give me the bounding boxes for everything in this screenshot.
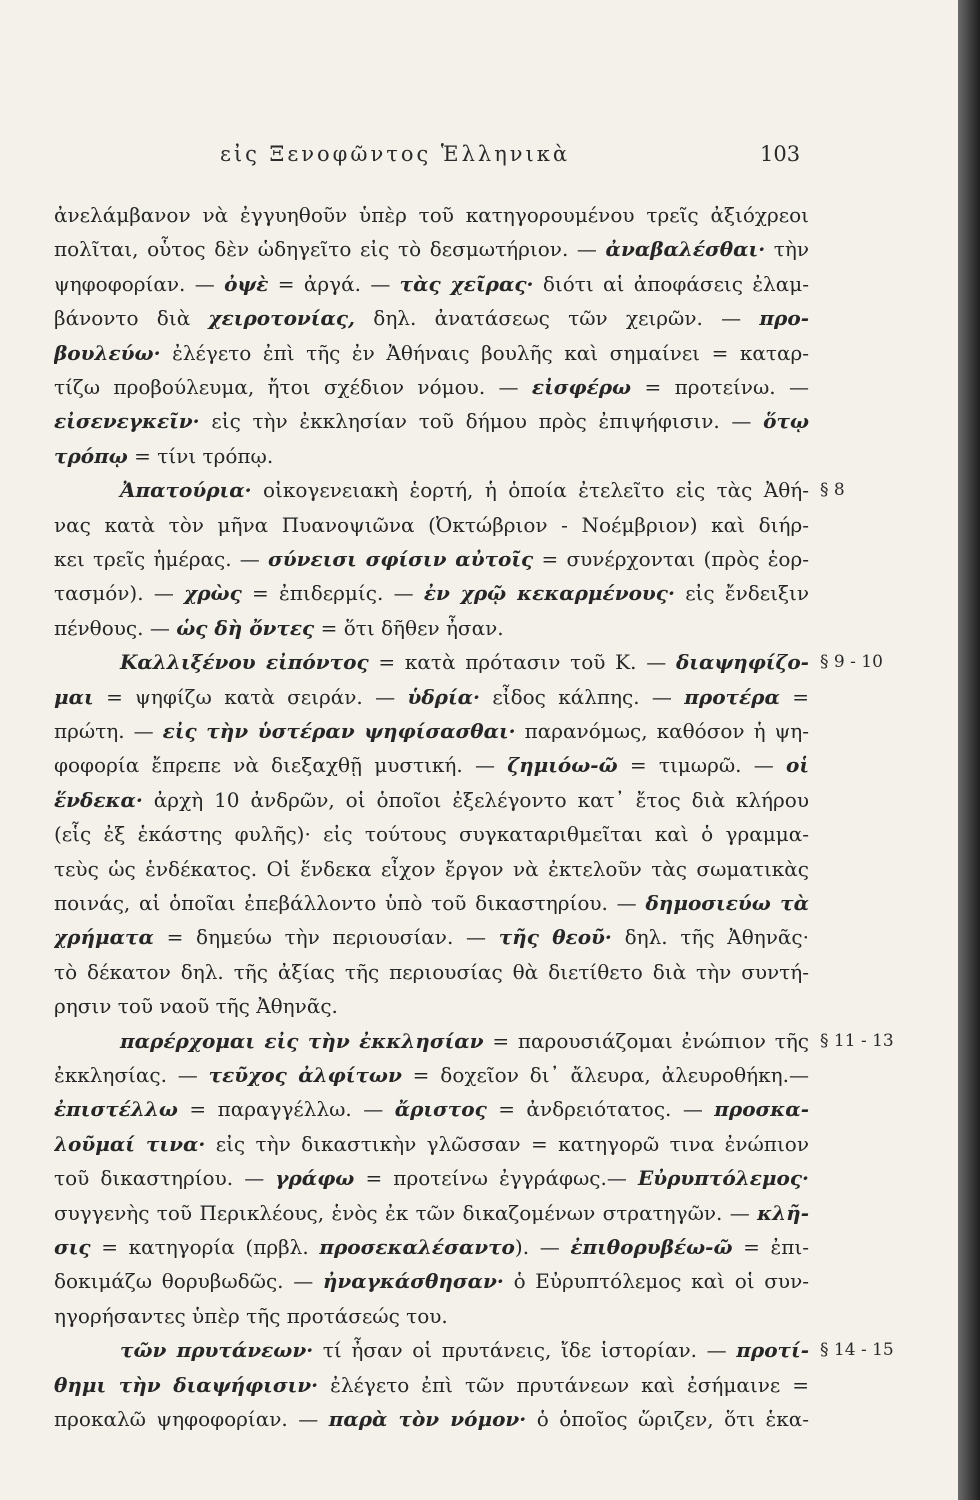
text-line	[54, 1402, 809, 1436]
lemma-term: τῆς θεοῦ·	[498, 925, 612, 950]
section-margin-note: § 14 - 15	[820, 1340, 894, 1361]
lemma-term: μαι	[54, 684, 94, 709]
lemma-term: ἀναβαλέσθαι·	[605, 237, 766, 262]
text-line	[54, 989, 809, 1023]
text-line	[54, 783, 809, 817]
lemma-term: ὀψὲ	[224, 271, 269, 296]
text-segment: (εἷς ἐξ ἑκάστης φυλῆς)· εἰς τούτους συγκαταριθμεῖται καὶ ὁ γραμμα-	[54, 822, 809, 847]
lemma-term: γράφω	[275, 1166, 355, 1191]
text-line	[54, 301, 809, 335]
text-segment: φοφορία ἔπρεπε νὰ διεξαχθῇ μυστική. —	[54, 753, 508, 778]
lemma-term: κλῆ-	[757, 1200, 809, 1225]
lemma-term: οἱ	[785, 753, 809, 778]
text-segment: ἀνελάμβανον νὰ ἐγγυηθοῦν ὑπὲρ τοῦ κατηγορουμένου τρεῖς ἀξιόχρεοι	[54, 203, 809, 227]
text-line	[54, 852, 809, 886]
lemma-term: ὑδρία·	[407, 684, 481, 709]
text-segment: οἰκογενειακὴ ἑορτή, ἡ ὁποία ἐτελεῖτο εἰς τὰς Ἀθή-	[251, 478, 809, 503]
text-segment: δηλ. ἀνατάσεως τῶν χειρῶν. —	[355, 306, 760, 331]
lemma-term: ὡς δὴ ὄντες	[176, 615, 315, 640]
text-segment: = δοχεῖον δι᾿ ἄλευρα, ἀλευροθήκη.—	[401, 1063, 809, 1087]
lemma-term: τρόπῳ	[54, 443, 128, 468]
text-line	[54, 920, 809, 954]
lemma-term: τῶν πρυτάνεων·	[120, 1338, 314, 1363]
lemma-term: προτί-	[736, 1338, 809, 1363]
text-line	[54, 680, 809, 714]
page-header	[0, 142, 958, 172]
lemma-term: προ-	[759, 306, 809, 331]
text-line	[54, 1024, 809, 1058]
lemma-term: τὰς χεῖρας·	[399, 271, 534, 296]
lemma-term: Εὐρυπτόλεμος·	[637, 1166, 809, 1191]
text-segment: εἰς τὴν δικαστικὴν γλῶσσαν = κατηγορῶ τινα ἐνώπιον	[205, 1131, 809, 1156]
lemma-term: ἐπιστέλλω	[54, 1097, 178, 1122]
text-line	[54, 1092, 809, 1126]
text-segment: =	[779, 684, 809, 709]
lemma-term: βουλεύω·	[54, 340, 161, 365]
text-line	[54, 542, 809, 576]
text-segment: δηλ. τῆς Ἀθηνᾶς·	[611, 925, 809, 950]
lemma-term: ζημιόω-ῶ	[507, 753, 618, 778]
text-line	[54, 232, 809, 266]
text-segment: προκαλῶ ψηφοφορίαν. —	[54, 1407, 329, 1431]
text-line	[54, 1368, 809, 1402]
lemma-term: Ἀπατούρια·	[120, 478, 252, 503]
lemma-term: Καλλιξένου εἰπόντος	[120, 650, 369, 675]
text-segment: πολῖται, οὗτος δὲν ὡδηγεῖτο εἰς τὸ δεσμωτήριον. —	[54, 237, 606, 262]
text-segment: ἐλέγετο ἐπὶ τῆς ἐν Ἀθήναις βουλῆς καὶ σημαίνει = καταρ-	[160, 340, 809, 365]
lemma-term: ὅτῳ	[763, 409, 809, 434]
text-line	[54, 1230, 809, 1264]
text-segment: ὁ Εὐρυπτόλεμος καὶ οἱ συν-	[503, 1269, 809, 1294]
section-margin-note: § 9 - 10	[820, 652, 883, 673]
lemma-term: ἄριστος	[394, 1097, 487, 1122]
text-line	[54, 955, 809, 989]
lemma-term: χρὼς	[184, 581, 242, 606]
text-segment: εἶδος κάλπης. —	[480, 684, 685, 709]
text-segment: = προτείνω ἐγγράφως.—	[354, 1166, 638, 1191]
text-line	[54, 336, 809, 370]
lemma-term: εἰσφέρω	[531, 375, 632, 399]
text-segment: συγγενὴς τοῦ Περικλέους, ἑνὸς ἐκ τῶν δικαζομένων στρατηγῶν. —	[54, 1200, 758, 1225]
text-line	[54, 1196, 809, 1230]
text-line	[54, 1058, 809, 1092]
text-line	[54, 439, 809, 473]
text-line	[54, 1127, 809, 1161]
text-segment: ὁ ὁποῖος ὥριζεν, ὅτι ἑκα-	[526, 1407, 809, 1431]
lemma-term: διαψηφίζο-	[675, 650, 809, 675]
lemma-term: δημοσιεύω τὰ	[645, 891, 809, 915]
lemma-term: τεῦχος ἀλφίτων	[208, 1063, 402, 1087]
lemma-term: χρήματα	[54, 925, 154, 950]
lemma-term: χειροτονίας,	[208, 306, 355, 331]
lemma-term: ἕνδεκα·	[54, 787, 143, 812]
text-segment: = παρουσιάζομαι ἐνώπιον τῆς	[483, 1028, 809, 1053]
lemma-term: εἰς τὴν ὑστέραν ψηφίσασθαι·	[162, 719, 516, 743]
text-segment: = ὅτι δῆθεν ἦσαν.	[314, 615, 504, 640]
text-line	[54, 1333, 809, 1367]
text-segment: εἰς τὴν ἐκκλησίαν τοῦ δήμου πρὸς ἐπιψήφισιν. —	[199, 409, 764, 434]
text-segment: τεὺς ὡς ἑνδέκατος. Οἱ ἕνδεκα εἶχον ἔργον νὰ ἐκτελοῦν τὰς σωματικὰς	[54, 856, 809, 881]
text-segment: = ἀνδρειότατος. —	[486, 1097, 715, 1122]
text-segment: ρησιν τοῦ ναοῦ τῆς Ἀθηνᾶς.	[54, 994, 338, 1019]
page-number: 103	[760, 142, 801, 166]
lemma-term: παρὰ τὸν νόμον·	[328, 1407, 527, 1431]
lemma-term: προτέρα	[684, 684, 780, 709]
text-segment: βάνοντο διὰ	[54, 306, 209, 331]
lemma-term: σύνεισι σφίσιν αὐτοῖς	[268, 547, 534, 571]
text-line	[54, 611, 809, 645]
text-segment: πρώτη. —	[54, 719, 163, 743]
text-segment: τοῦ δικαστηρίου. —	[54, 1166, 276, 1191]
lemma-term: προσεκαλέσαντο	[319, 1235, 515, 1259]
text-segment: ἐκκλησίας. —	[54, 1063, 209, 1087]
text-segment: τὴν	[765, 237, 809, 262]
text-segment: δοκιμάζω θορυβωδῶς. —	[54, 1269, 323, 1294]
lemma-term: παρέρχομαι εἰς τὴν ἐκκλησίαν	[120, 1028, 484, 1053]
lemma-term: ἠναγκάσθησαν·	[322, 1269, 504, 1294]
text-segment: τίζω προβούλευμα, ἤτοι σχέδιον νόμου. —	[54, 375, 532, 399]
text-line	[54, 1161, 809, 1195]
text-segment: = ψηφίζω κατὰ σειράν. —	[93, 684, 408, 709]
text-segment: ἐλέγετο ἐπὶ τῶν πρυτάνεων καὶ ἐσήμαινε =	[318, 1372, 809, 1397]
lemma-term: ἐν χρῷ κεκαρμένους·	[423, 581, 675, 606]
text-line	[54, 645, 809, 679]
text-segment: = τιμωρῶ. —	[617, 753, 786, 778]
lemma-term: ἐπιθορυβέω-ῶ	[570, 1235, 733, 1259]
text-line	[54, 508, 809, 542]
text-segment: = συνέρχονται (πρὸς ἑορ-	[533, 547, 809, 571]
text-segment: ηγορήσαντες ὑπὲρ τῆς προτάσεώς του.	[54, 1303, 448, 1328]
text-segment: ). —	[514, 1235, 571, 1259]
text-segment: = ἀργά. —	[268, 271, 400, 296]
text-segment: = τίνι τρόπῳ.	[127, 443, 274, 468]
lemma-term: προσκα-	[714, 1097, 809, 1122]
text-segment: πένθους. —	[54, 615, 177, 640]
book-spine-edge	[958, 0, 980, 1500]
text-line	[54, 473, 809, 507]
text-segment: τὸ δέκατον δηλ. τῆς ἀξίας τῆς περιουσίας θὰ διετίθετο διὰ τὴν συντή-	[54, 959, 809, 984]
lemma-term: λοῦμαί τινα·	[54, 1131, 206, 1156]
lemma-term: εἰσενεγκεῖν·	[54, 409, 200, 434]
text-segment: ψηφοφορίαν. —	[54, 271, 225, 296]
text-line	[54, 404, 809, 438]
text-segment: παρανόμως, καθόσον ἡ ψη-	[515, 719, 809, 743]
section-margin-note: § 11 - 13	[820, 1030, 894, 1051]
text-segment: = κατηγορία (πρβλ.	[90, 1235, 320, 1259]
text-line	[54, 886, 809, 920]
text-line	[54, 1299, 809, 1333]
lemma-term: σις	[54, 1235, 91, 1259]
text-segment: κει τρεῖς ἡμέρας. —	[54, 547, 269, 571]
text-segment: ποινάς, αἱ ὁποῖαι ἐπεβάλλοντο ὑπὸ τοῦ δικαστηρίου. —	[54, 891, 646, 915]
text-segment: = δημεύω τὴν περιουσίαν. —	[153, 925, 499, 950]
text-line	[54, 198, 809, 232]
running-title: εἰς Ξενοφῶντος Ἑλληνικὰ	[220, 142, 571, 166]
text-segment: = κατὰ πρότασιν τοῦ Κ. —	[368, 650, 676, 675]
text-segment: τί ἦσαν οἱ πρυτάνεις, ἴδε ἱστορίαν. —	[313, 1338, 737, 1363]
text-line	[54, 576, 809, 610]
text-line	[54, 267, 809, 301]
text-segment: = ἐπι-	[732, 1235, 809, 1259]
text-line	[54, 817, 809, 851]
text-segment: εἰς ἔνδειξιν	[674, 581, 809, 606]
section-margin-note: § 8	[820, 480, 845, 501]
text-line	[54, 1264, 809, 1298]
text-segment: ἀρχὴ 10 ἀνδρῶν, οἱ ὁποῖοι ἐξελέγοντο κατ᾿ ἔτος διὰ κλήρου	[142, 787, 809, 812]
text-segment: = ἐπιδερμίς. —	[241, 581, 424, 606]
lemma-term: θημι τὴν διαψήφισιν·	[54, 1372, 319, 1397]
text-segment: νας κατὰ τὸν μῆνα Πυανοψιῶνα (Ὀκτώβριον - Νοέμβριον) καὶ διήρ-	[54, 512, 809, 537]
text-line	[54, 370, 809, 404]
text-segment: = παραγγέλλω. —	[177, 1097, 395, 1122]
text-segment: = προτείνω. —	[631, 375, 809, 399]
text-line	[54, 714, 809, 748]
text-segment: διότι αἱ ἀποφάσεις ἐλαμ-	[533, 271, 809, 296]
text-segment: τασμόν). —	[54, 581, 185, 606]
text-line	[54, 748, 809, 782]
